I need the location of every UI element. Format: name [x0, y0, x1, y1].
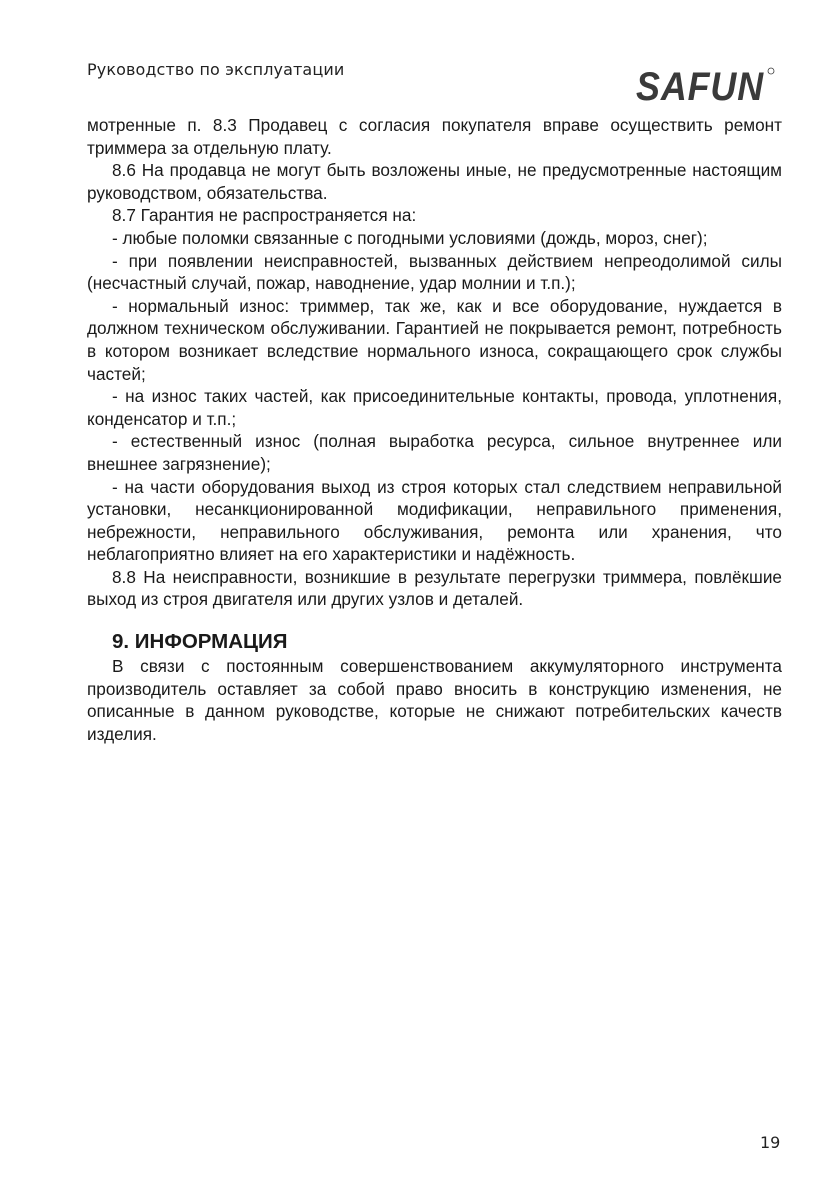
- registered-mark-icon: [768, 68, 774, 74]
- list-item-parts-wear: - на износ таких частей, как присоединительные контакты, провода, уплотнения, конденсатор и т.п.;: [87, 386, 782, 429]
- list-item-natural-wear: - естественный износ (полная выработка ресурса, сильное внутреннее или внешнее загрязнение);: [87, 431, 782, 474]
- list-item-normal-wear: - нормальный износ: триммер, так же, как и все оборудование, нуждается в должном техническом обслуживании. Гарантией не покрывается ремонт, потребность в котором возникает вследствие нормального износа, сокращающего срок службы частей;: [87, 295, 782, 384]
- list-item-force-majeure: - при появлении неисправностей, вызванных действием непреодолимой силы (несчастный случай, пожар, наводнение, удар молнии и т.п.);: [87, 250, 782, 294]
- paragraph-8-6: 8.6 На продавца не могут быть возложены иные, не предусмотренные настоящим руководством, обязательства.: [87, 160, 782, 203]
- document-header-title: Руководство по эксплуатации: [87, 60, 345, 79]
- paragraph-8-8: 8.8 На неисправности, возникшие в результате перегрузки триммера, повлёкшие выход из строя двигателя или других узлов и деталей.: [87, 566, 782, 610]
- page-number: 19: [760, 1133, 781, 1152]
- paragraph-information: В связи с постоянным совершенствованием аккумуляторного инструмента производитель оставляет за собой право вносить в конструкцию изменения, не описанные в данном руководстве, которые не снижают потребительских качеств изделия.: [87, 656, 782, 744]
- safun-logo: [634, 58, 776, 106]
- main-content: [87, 114, 782, 745]
- section-heading-information: 9. ИНФОРМАЦИЯ: [112, 630, 288, 654]
- safun-logo-text: SAFUN: [636, 65, 765, 106]
- paragraph-8-5-continuation: мотренные п. 8.3 Продавец с согласия покупателя вправе осуществить ремонт триммера за отдельную плату.: [87, 115, 782, 158]
- paragraph-8-7: 8.7 Гарантия не распространяется на:: [112, 205, 417, 226]
- list-item-improper-use: - на части оборудования выход из строя которых стал следствием неправильной установки, несанкционированной модификации, неправильного применения, небрежности, неправильного обслуживания, ремонта или хранения, что неблагоприятно влияет на его характеристики и надёжность.: [87, 476, 782, 565]
- list-item-weather: - любые поломки связанные с погодными условиями (дождь, мороз, снег);: [112, 227, 708, 248]
